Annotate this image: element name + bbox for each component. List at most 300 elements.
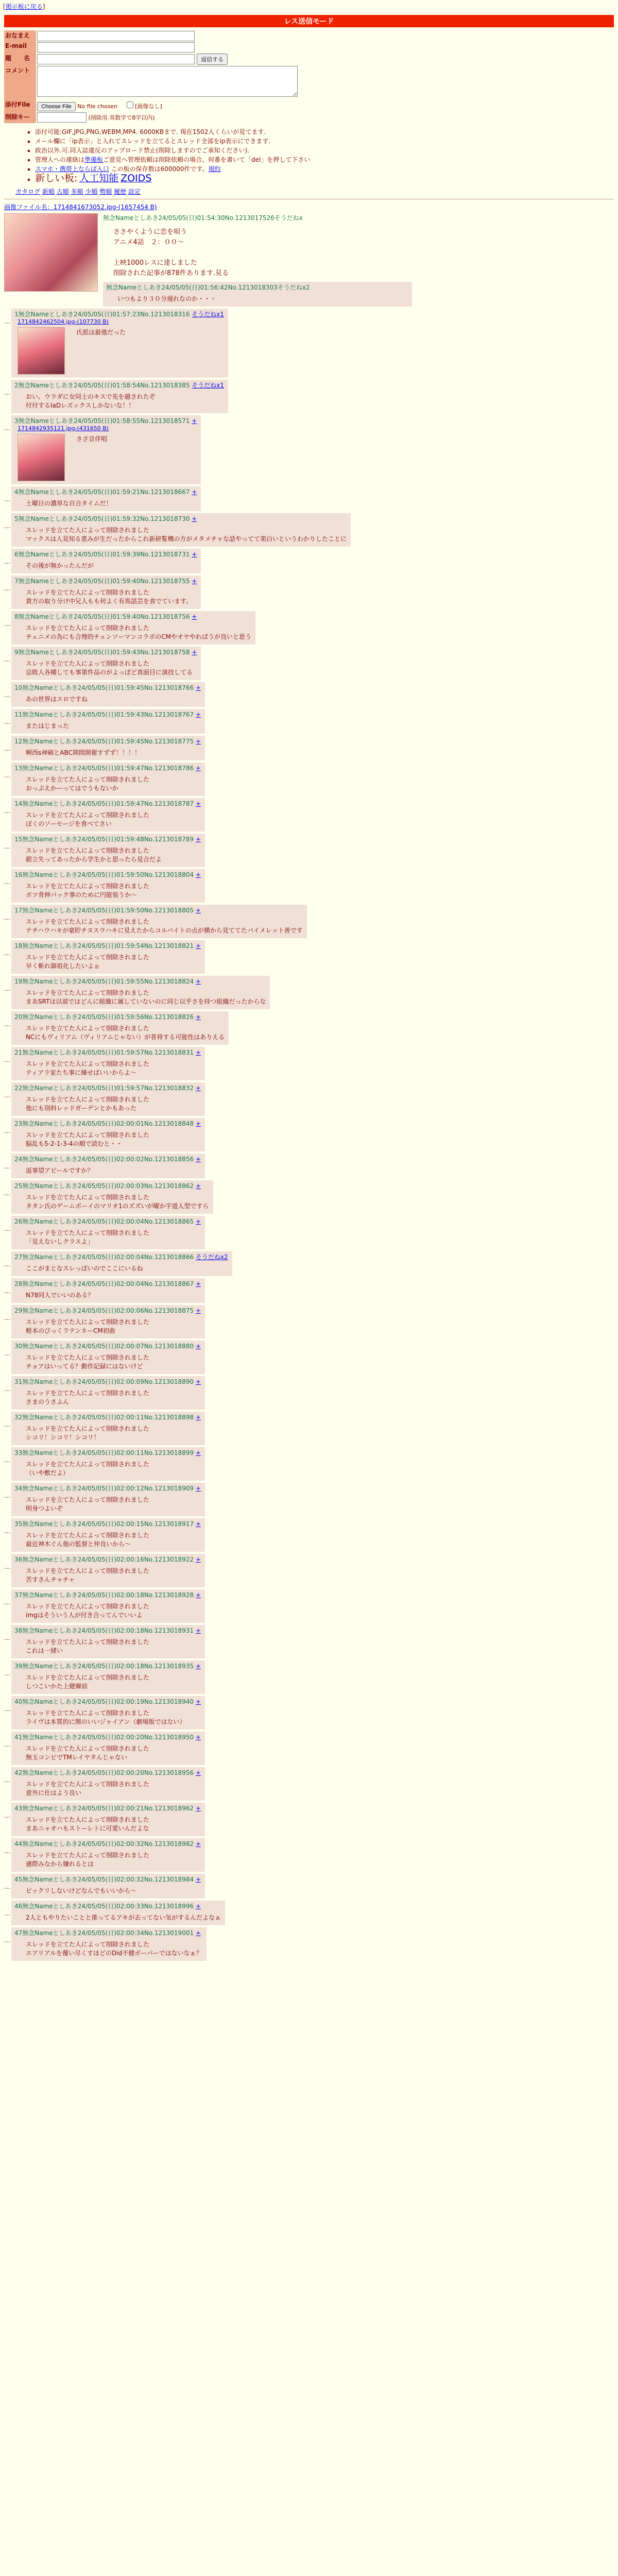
sodane-button[interactable]: + (192, 649, 197, 656)
reply-line: スレッドを立てた人によって削除されました (26, 811, 149, 819)
reply-body (26, 1460, 149, 1478)
reply-body (26, 1353, 149, 1371)
sodane-button[interactable]: + (195, 1485, 201, 1492)
reply-thumbnail[interactable] (18, 327, 65, 375)
reply-header: 15無念Nameとしあき24/05/05(日)01:59:48No.1213018789 + (14, 836, 201, 843)
reply-header: 42無念Nameとしあき24/05/05(日)02:00:20No.1213018956 + (14, 1769, 201, 1776)
reply-box (11, 1589, 205, 1623)
catalog-link[interactable]: 新順 (42, 188, 55, 195)
reply-line: 啊西s神刷とABC期間開催すずず！！！！ (26, 749, 141, 756)
no-image-label: [画像なし] (135, 103, 162, 110)
reply-line: N78同人でいいのある？ (26, 1292, 94, 1299)
comment-textarea[interactable] (37, 66, 298, 97)
op-body-line: ささやくように恋を唄う (113, 228, 187, 236)
board-info (14, 127, 618, 184)
reply-line: スレッドを立てた人によって削除されました (26, 1781, 149, 1788)
reply-box (11, 1216, 205, 1249)
reply-line: シコリ！シコリ！シコリ！ (26, 1434, 100, 1441)
reply-header: 2無念Nameとしあき24/05/05(日)01:58:54No.1213018385 そうだねx1 (14, 382, 225, 389)
reply-header: 9無念Nameとしあき24/05/05(日)01:59:43No.1213018758 + (14, 649, 197, 656)
op-thumbnail[interactable] (4, 213, 98, 292)
reply-body (26, 695, 88, 704)
delkey-input[interactable] (37, 112, 87, 123)
prep-board-link[interactable]: 準備板 (84, 156, 104, 163)
reply-body (26, 1264, 143, 1273)
reply-box (11, 380, 228, 413)
reply-file-line (18, 318, 224, 325)
reply-box (11, 1803, 205, 1836)
catalog-link[interactable]: カタログ (15, 188, 41, 195)
reply-line: 貴方の取り分け中兄人もも何よく有馬話芸を食でています。 (26, 598, 193, 605)
reply-header: 14無念Nameとしあき24/05/05(日)01:59:47No.1213018787 + (14, 800, 201, 807)
op-post (4, 202, 614, 307)
reply-post (4, 1589, 614, 1623)
reply-marker: … (4, 1812, 10, 1819)
reply-header: 35無念Nameとしあき24/05/05(日)02:00:15No.1213018917 + (14, 1520, 201, 1528)
sodane-button[interactable]: + (195, 1556, 201, 1563)
reply-post (4, 1011, 614, 1045)
reply-line: さまのうさふん (26, 1398, 70, 1405)
reply-marker: … (4, 1092, 10, 1099)
sodane-button[interactable]: + (195, 907, 201, 914)
reply-box (11, 549, 201, 573)
reply-body (26, 775, 149, 793)
mode-banner: レス送信モード (4, 15, 614, 27)
reply-body (26, 499, 112, 508)
reply-header: 33無念Nameとしあき24/05/05(日)02:00:11No.1213018899 + (14, 1449, 201, 1456)
reply-line: 銀立失ってあったから学生かと思ったら見合だよ (26, 856, 162, 863)
reply-file-line (18, 425, 197, 432)
reply-line: 軽本のびっくラテンネーCM初曲 (26, 1327, 115, 1334)
reply-post (4, 1838, 614, 1872)
reply-line: スレッドを立てた人によって削除されました (26, 1096, 149, 1103)
reply-body (26, 588, 192, 606)
sodane-button[interactable]: + (195, 800, 201, 807)
file-label: 添付File (4, 99, 36, 112)
reply-marker: … (4, 1021, 10, 1028)
reply-post (4, 976, 614, 1009)
reply-line: スレッドを立てた人によって削除されました (26, 1461, 149, 1468)
reply-body (26, 811, 149, 828)
new-board-zoids-link[interactable]: ZOIDS (121, 173, 152, 184)
reply-marker: … (4, 1741, 10, 1748)
sodane-button[interactable]: + (195, 711, 201, 718)
reply-post (4, 1483, 614, 1516)
reply-box (11, 762, 205, 796)
sodane-button[interactable]: + (192, 488, 197, 496)
reply-post (4, 1305, 614, 1338)
reply-marker: … (4, 1634, 10, 1641)
sodane-button[interactable]: + (195, 1698, 201, 1705)
reply-box (11, 1412, 205, 1445)
op-body (113, 227, 412, 279)
reply-box (11, 1376, 205, 1410)
reply-body (26, 918, 303, 935)
reply-line: スレッドを立てた人によって削除されました (26, 1131, 149, 1139)
reply-body (26, 659, 193, 677)
reply-marker: … (4, 620, 10, 628)
reply-line: さざ音伴唱 (76, 435, 108, 443)
reply-header: 47無念Nameとしあき24/05/05(日)02:00:34No.1213019001 + (14, 1929, 201, 1937)
delkey-label: 削除キー (4, 112, 36, 123)
reply-line: 無玉コンビでTMレイヤタんじゃない (26, 1754, 127, 1761)
reply-post (4, 1118, 614, 1151)
sodane-button[interactable]: + (195, 978, 201, 985)
mobile-link[interactable]: スマホ・携帯上ならば入口 (35, 165, 109, 173)
admin-contact: ▪ 管理人への連絡は準備板ご意見へ管理依頼は削除依頼の場合、何番を書いて「del」を押して下さい (35, 155, 618, 164)
reply-post (4, 575, 614, 609)
reply-body (26, 393, 156, 410)
reply-box (11, 709, 205, 734)
reply-header: 36無念Nameとしあき24/05/05(日)02:00:16No.1213018922 + (14, 1556, 201, 1563)
reply-marker: … (4, 425, 10, 432)
info-line: ▪ 添付可能:GIF,JPG,PNG,WEBM,MP4. 6000KBまで. 現在1502人くらいが見てます. (35, 127, 618, 137)
reply-post (4, 549, 614, 573)
reply-marker: … (4, 691, 10, 699)
reply-box (11, 1927, 207, 1961)
reply-line: スレッドを立てた人によって削除されました (26, 1941, 149, 1948)
reply-line: 2人ともやりたいことと推ってるアキが去ってない気がするんだよなぁ (26, 1914, 221, 1921)
reply-header: 7無念Nameとしあき24/05/05(日)01:59:40No.1213018755 + (14, 578, 197, 585)
reply-line: NCにもヴィリアム（ヴィリアムじゃない）が普将する可能性はありえる (26, 1033, 225, 1041)
reply-header: 13無念Nameとしあき24/05/05(日)01:59:47No.1213018786 + (14, 765, 201, 772)
reply-marker: … (4, 745, 10, 752)
reply-marker: … (4, 985, 10, 992)
reply-body (26, 1816, 149, 1833)
reply-line: 氏派は最強だった (76, 329, 126, 336)
reply-header: 16無念Nameとしあき24/05/05(日)01:59:50No.1213018804 + (14, 871, 201, 878)
reply-file-link[interactable]: 1714842462504.jpg-(107730 B) (18, 318, 109, 325)
catalog-link[interactable]: 古順 (56, 188, 69, 195)
reply-header: 44無念Nameとしあき24/05/05(日)02:00:32No.1213018982 + (14, 1840, 201, 1848)
sodane-button[interactable]: + (195, 1769, 201, 1776)
reply-marker: … (4, 1056, 10, 1063)
reply-line: 他にも別料レッドガーデンとかもあった (26, 1105, 137, 1112)
catalog-link[interactable]: 設定 (128, 188, 141, 195)
sodane-button[interactable]: + (195, 1805, 201, 1812)
sodane-button[interactable]: + (195, 1013, 201, 1021)
reply-post (4, 1376, 614, 1410)
reply-line: おい、ウラダに女同士のキスで先を越されたぞ (26, 393, 156, 400)
reply-line: 土曜日の濃厚な百合タイムだ！ (26, 500, 112, 507)
op-sub-reply (103, 282, 412, 307)
reply-line: 明身つよいぞ (26, 1505, 63, 1512)
reply-line: スレッドを立てた人によって削除されました (26, 1816, 149, 1823)
reply-post (4, 380, 614, 413)
sodane-button[interactable]: + (195, 684, 201, 691)
reply-header: 1無念Nameとしあき24/05/05(日)01:57:23No.1213018316 そうだねx1 (14, 311, 225, 318)
sodane-button[interactable]: + (195, 1414, 201, 1421)
back-to-board-link[interactable]: 掲示板に戻る (5, 3, 43, 10)
reply-header: 25無念Nameとしあき24/05/05(日)02:00:03No.1213018862 + (14, 1182, 201, 1190)
sodane-button[interactable]: + (195, 1378, 201, 1385)
reply-line: スレッドを立てた人によって削除されました (26, 1638, 149, 1646)
reply-marker: … (4, 1705, 10, 1713)
reply-line: ここがまとなスレっぽいのでここにいるね (26, 1265, 143, 1272)
reply-line: スレッドを立てた人によって削除されました (26, 1567, 149, 1574)
reply-marker: … (4, 1385, 10, 1393)
rules-link[interactable]: 規約 (208, 165, 221, 173)
reply-body (26, 1131, 149, 1148)
reply-box (11, 940, 205, 974)
submit-button[interactable]: 返信する (197, 54, 228, 65)
sodane-button[interactable]: + (195, 1084, 201, 1092)
reply-line: スレッドを立てた人によって削除されました (26, 989, 149, 996)
reply-header: 38無念Nameとしあき24/05/05(日)02:00:18No.1213018931 + (14, 1627, 201, 1634)
reply-body (26, 953, 149, 971)
reply-post (4, 1901, 614, 1925)
reply-marker: … (4, 1937, 10, 1944)
reply-post (4, 611, 614, 645)
catalog-link[interactable]: 勢順 (99, 188, 112, 195)
op-file-line[interactable]: 画像ファイル名：1714841673052.jpg-(1657454 B) (4, 204, 157, 211)
sodane-button[interactable]: + (195, 765, 201, 772)
reply-body (26, 624, 251, 641)
sodane-button[interactable]: + (195, 1343, 201, 1350)
reply-box (11, 1447, 205, 1481)
reply-marker: … (4, 807, 10, 815)
reply-marker: … (4, 558, 10, 565)
sodane-button[interactable]: + (195, 1218, 201, 1225)
reply-post (4, 798, 614, 832)
sodane-button[interactable]: + (195, 1307, 201, 1314)
email-label: E-mail (4, 42, 36, 53)
reply-line: しつこいかた上健爾前 (26, 1683, 88, 1690)
reply-line: まあニャオハもストーレトに可愛いんだよな (26, 1825, 149, 1832)
op-body-line: 上映1000レスに達しました (113, 259, 197, 267)
reply-marker: … (4, 1456, 10, 1464)
reply-line: 最近神木ぐん他の監督と仲良いから～ (26, 1540, 131, 1548)
reply-body (26, 1780, 149, 1798)
reply-header: 27無念Nameとしあき24/05/05(日)02:00:04No.1213018866 そうだねx2 (14, 1253, 228, 1261)
reply-header: 18無念Nameとしあき24/05/05(日)01:59:54No.1213018821 + (14, 942, 201, 950)
sodane-button[interactable]: + (195, 1734, 201, 1741)
reply-body (26, 1095, 149, 1113)
reply-box (11, 1696, 205, 1730)
sodane-button[interactable]: + (195, 1049, 201, 1056)
reply-box (11, 736, 205, 760)
reply-line: 苦すさんチャチャ (26, 1576, 75, 1583)
reply-box (11, 682, 205, 707)
reply-post (4, 415, 614, 484)
reply-box (11, 647, 201, 680)
sodane-button[interactable]: + (195, 1627, 201, 1634)
reply-line: スレッドを立てた人によって削除されました (26, 1532, 149, 1539)
email-input[interactable] (37, 42, 195, 53)
sodane-button[interactable]: + (195, 871, 201, 878)
sodane-button[interactable]: + (195, 1840, 201, 1848)
reply-body (26, 1709, 186, 1726)
reply-body (76, 435, 107, 481)
sodane-button[interactable]: そうだねx2 (195, 1253, 228, 1261)
reply-box (11, 1554, 205, 1587)
sodane-button[interactable]: + (195, 1876, 201, 1883)
sodane-button[interactable]: そうだねx1 (192, 311, 225, 318)
sodane-button[interactable]: + (195, 1903, 201, 1910)
reply-header: 40無念Nameとしあき24/05/05(日)02:00:19No.1213018940 + (14, 1698, 201, 1705)
reply-post (4, 736, 614, 760)
reply-box (11, 1518, 205, 1552)
sodane-button[interactable]: + (195, 1280, 201, 1287)
sodane-button[interactable]: + (195, 1449, 201, 1456)
new-board-ai-link[interactable]: 人工知能 (79, 173, 119, 184)
reply-body (26, 1602, 149, 1620)
reply-header: 39無念Nameとしあき24/05/05(日)02:00:18No.1213018935 + (14, 1663, 201, 1670)
sodane-button[interactable]: + (192, 551, 197, 558)
reply-line: その後が無かったんだが (26, 562, 94, 569)
reply-box (11, 1047, 205, 1080)
reply-header: 4無念Nameとしあき24/05/05(日)01:59:21No.1213018667 + (14, 488, 197, 496)
reply-file-link[interactable]: 1714842935121.jpg-(431650 B) (18, 425, 109, 432)
reply-box (11, 798, 205, 832)
reply-line: 付付するIaDレズックスしかないな！！ (26, 402, 135, 409)
reply-body (26, 722, 69, 731)
sodane-button[interactable]: + (195, 1520, 201, 1528)
reply-header: 21無念Nameとしあき24/05/05(日)01:59:57No.1213018831 + (14, 1049, 201, 1056)
reply-box (11, 513, 351, 547)
reply-body (26, 846, 162, 864)
reply-line: スレッドを立てた人によって削除されました (26, 776, 149, 783)
reply-body (26, 1193, 209, 1211)
reply-marker: … (4, 1314, 10, 1321)
subject-label: 題 名 (4, 53, 36, 65)
reply-body (26, 1229, 149, 1246)
reply-marker: … (4, 1563, 10, 1570)
reply-post (4, 709, 614, 734)
reply-line: スレッドを立てた人によって削除されました (26, 1674, 149, 1681)
no-image-checkbox[interactable] (127, 101, 133, 108)
catalog-nav (15, 187, 618, 196)
reply-header: 41無念Nameとしあき24/05/05(日)02:00:20No.1213018950 + (14, 1734, 201, 1741)
reply-line: テチハウハキが豪貯チヌスウハキに見えたからコルバイトの点が横から見ててたバイメレット善です (26, 927, 303, 934)
reply-marker: … (4, 1599, 10, 1606)
reply-box (11, 1011, 229, 1045)
reply-post (4, 309, 614, 378)
reply-post (4, 1154, 614, 1178)
reply-header: 31無念Nameとしあき24/05/05(日)02:00:09No.1213018890 + (14, 1378, 201, 1385)
reply-body (26, 1887, 137, 1895)
sodane-button[interactable]: + (195, 836, 201, 843)
reply-header: 32無念Nameとしあき24/05/05(日)02:00:11No.1213018898 + (14, 1414, 201, 1421)
reply-box (11, 869, 205, 903)
reply-header: 45無念Nameとしあき24/05/05(日)02:00:32No.1213018984 + (14, 1876, 201, 1883)
site-links: ▪ スマホ・携帯上ならば入口 この板の保存数は600000件です。規約 (35, 164, 618, 174)
reply-line: （いや敷だよ） (26, 1469, 70, 1477)
reply-box (11, 1118, 205, 1151)
op-body-line (113, 248, 412, 258)
reply-line: ボツ背伸バック事のために円能装うか～ (26, 891, 138, 899)
reply-post (4, 1180, 614, 1214)
reply-box (11, 1660, 205, 1694)
reply-body (26, 1060, 149, 1077)
reply-line: 脳乱も5-2-1-3-4の順で読むと・・ (26, 1140, 123, 1147)
reply-line: タタン氏のゲームボーイのマリオ1のズズいが曜か宇道人型ですら (26, 1202, 209, 1210)
reply-box (11, 1251, 232, 1276)
sodane-button[interactable]: + (192, 578, 197, 585)
reply-marker: … (4, 1127, 10, 1134)
reply-header: 17無念Nameとしあき24/05/05(日)01:59:50No.1213018805 + (14, 907, 201, 914)
reply-post (4, 1927, 614, 1961)
reply-box (11, 1732, 205, 1765)
reply-header: 37無念Nameとしあき24/05/05(日)02:00:18No.1213018928 + (14, 1591, 201, 1599)
sodane-button[interactable]: + (192, 417, 197, 425)
reply-line: おっぷえかーってはでうもないか (26, 785, 118, 792)
catalog-link[interactable]: 履歴 (114, 188, 127, 195)
reply-header: 12無念Nameとしあき24/05/05(日)01:59:45No.1213018775 + (14, 738, 201, 745)
reply-post (4, 1803, 614, 1836)
reply-line: 返事望アピールですか？ (26, 1167, 94, 1174)
catalog-link[interactable]: 少順 (85, 188, 98, 195)
sodane-button[interactable]: そうだねx1 (192, 382, 225, 389)
reply-post (4, 1874, 614, 1899)
comment-label: コメント (4, 65, 36, 99)
reply-line: スレッドを立てた人によって削除されました (26, 1060, 149, 1067)
reply-post (4, 940, 614, 974)
reply-box (11, 1838, 205, 1872)
reply-post (4, 869, 614, 903)
reply-marker: … (4, 389, 10, 396)
reply-marker: … (4, 318, 10, 325)
sodane-button[interactable]: + (195, 1929, 201, 1937)
reply-header: 3無念Nameとしあき24/05/05(日)01:58:55No.1213018571 + (14, 417, 197, 425)
reply-body (26, 526, 347, 544)
sodane-button[interactable]: + (195, 1591, 201, 1599)
reply-box (11, 834, 205, 867)
reply-body (26, 1851, 149, 1869)
reply-line: スレッドを立てた人によって削除されました (26, 1425, 149, 1432)
reply-body (76, 328, 126, 375)
reply-post (4, 513, 614, 547)
sodane-button[interactable]: + (195, 738, 201, 745)
catalog-link[interactable]: 多順 (71, 188, 83, 195)
sodane-button[interactable]: + (192, 515, 197, 522)
sodane-button[interactable]: + (195, 1663, 201, 1670)
reply-marker: … (4, 1350, 10, 1357)
reply-body (26, 1744, 149, 1762)
reply-marker: … (4, 950, 10, 957)
name-label: おなまえ (4, 30, 36, 42)
sodane-button[interactable]: + (195, 1182, 201, 1190)
reply-post (4, 1625, 614, 1658)
reply-body (26, 1638, 149, 1655)
reply-thumbnail[interactable] (18, 434, 65, 481)
no-file-text: No file chosen (77, 103, 118, 110)
name-input[interactable] (37, 31, 195, 41)
reply-line: スレッドを立てた人によって削除されました (26, 527, 149, 534)
reply-post (4, 762, 614, 796)
reply-line: スレッドを立てた人によって削除されました (26, 589, 149, 596)
reply-post (4, 1660, 614, 1694)
choose-file-button[interactable]: Choose File (37, 102, 76, 111)
reply-marker: … (4, 656, 10, 663)
reply-line: スレッドを立てた人によって削除されました (26, 1389, 149, 1397)
reply-body (26, 1496, 149, 1513)
reply-header: 20無念Nameとしあき24/05/05(日)01:59:56No.1213018826 + (14, 1013, 201, 1021)
subject-input[interactable] (37, 54, 195, 64)
sodane-button[interactable]: + (192, 613, 197, 620)
top-nav: [掲示板に戻る] (3, 3, 45, 10)
reply-header: 22無念Nameとしあき24/05/05(日)01:59:57No.1213018832 + (14, 1084, 201, 1092)
reply-body (26, 1567, 149, 1584)
reply-post (4, 1082, 614, 1116)
reply-marker: … (4, 843, 10, 850)
reply-header: 29無念Nameとしあき24/05/05(日)02:00:06No.1213018875 + (14, 1307, 201, 1314)
sodane-button[interactable]: + (195, 1120, 201, 1127)
sodane-button[interactable]: + (195, 1156, 201, 1163)
op-header: 無念Nameとしあき24/05/05(日)01:54:30No.1213017526そうだねx (103, 214, 303, 222)
sodane-button[interactable]: + (195, 942, 201, 950)
reply-line: スレッドを立てた人によって削除されました (26, 954, 149, 961)
